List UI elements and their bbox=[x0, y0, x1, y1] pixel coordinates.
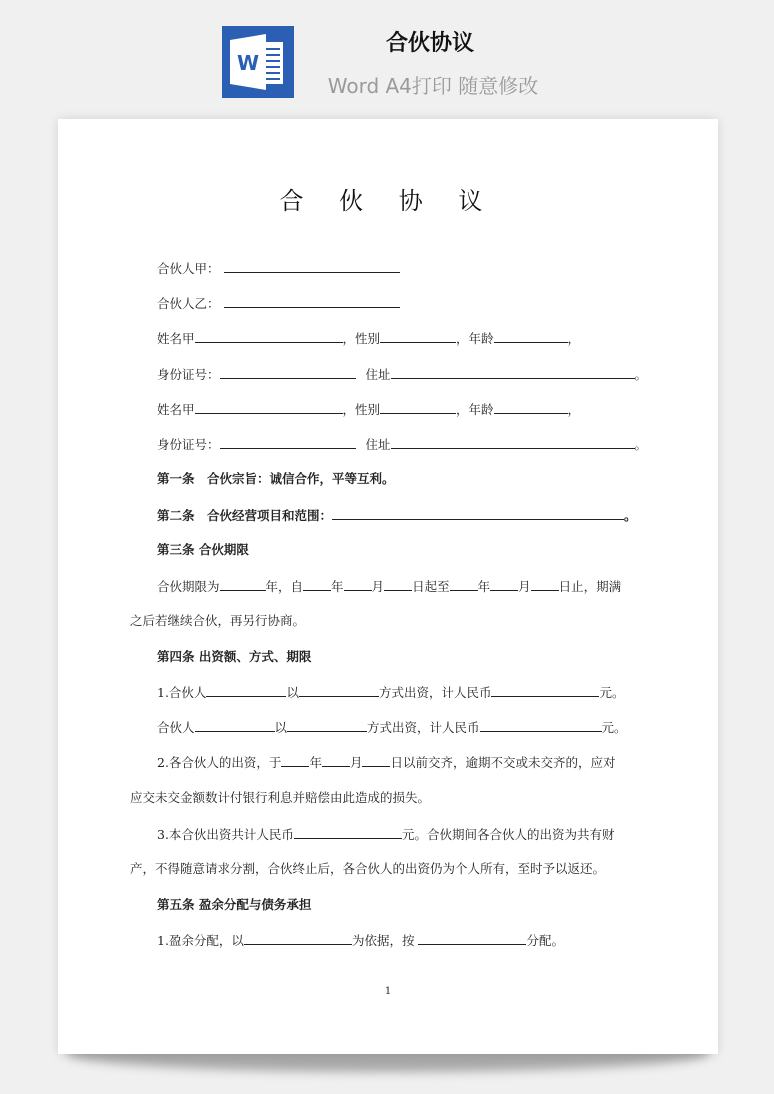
header-subtitle: Word A4打印 随意修改 bbox=[327, 74, 539, 98]
day-blank[interactable] bbox=[362, 753, 390, 767]
partner-a-label: 合伙人甲： bbox=[157, 261, 220, 276]
clause-text: 2.各合伙人的出资，于 bbox=[157, 755, 282, 770]
document-title: 合 伙 协 议 bbox=[279, 187, 497, 215]
scope-blank[interactable] bbox=[332, 506, 624, 520]
clause-text: 为依据，按 bbox=[351, 933, 415, 948]
partner-b-line bbox=[157, 294, 400, 312]
id-blank[interactable] bbox=[220, 365, 356, 379]
age-blank[interactable] bbox=[494, 400, 568, 414]
partner-a-line bbox=[157, 259, 400, 277]
article-3: 第三条 合伙期限 bbox=[157, 542, 249, 557]
gender-label: ，性别 bbox=[342, 402, 381, 417]
name-label: 姓名甲 bbox=[157, 331, 195, 346]
contribution-text: 以 bbox=[286, 685, 299, 700]
address-label: 住址 bbox=[365, 367, 391, 382]
contribution-text: 以 bbox=[274, 720, 288, 735]
start-month-blank[interactable] bbox=[344, 577, 372, 591]
word-icon-letter: W bbox=[236, 51, 260, 75]
term-text: 月 bbox=[371, 579, 385, 594]
amount-blank[interactable] bbox=[491, 683, 599, 697]
name-line-1 bbox=[157, 329, 580, 347]
article-4: 第四条 出资额、方式、期限 bbox=[157, 649, 312, 664]
clause-text: 元。合伙期间各合伙人的出资为共有财 bbox=[401, 827, 615, 842]
amount-blank[interactable] bbox=[480, 718, 602, 732]
term-text: 日起至 bbox=[412, 579, 450, 594]
id-blank[interactable] bbox=[220, 435, 356, 449]
name-blank[interactable] bbox=[195, 329, 343, 343]
partner-a-blank[interactable] bbox=[224, 259, 400, 273]
period: 。 bbox=[634, 437, 648, 452]
term-text: 年 bbox=[477, 579, 491, 594]
address-blank[interactable] bbox=[391, 435, 635, 449]
clause-text: 分配。 bbox=[526, 933, 564, 948]
age-label: ，年龄 bbox=[456, 331, 494, 346]
partner-blank[interactable] bbox=[206, 683, 286, 697]
contribution-text: 合伙人 bbox=[157, 720, 195, 735]
clause-2-continuation: 应交未交金额数计付银行利息并赔偿由此造成的损失。 bbox=[130, 790, 431, 805]
clause-3 bbox=[157, 825, 614, 843]
month-blank[interactable] bbox=[322, 753, 350, 767]
clause-text: 年 bbox=[309, 755, 322, 770]
clause-text: 日以前交齐，逾期不交或未交齐的，应对 bbox=[390, 755, 616, 770]
partner-b-blank[interactable] bbox=[224, 294, 400, 308]
contribution-text: 方式出资，计人民币 bbox=[378, 685, 492, 700]
partner-blank[interactable] bbox=[195, 718, 275, 732]
clause-2 bbox=[157, 753, 615, 771]
profit-clause-1 bbox=[157, 931, 564, 949]
method-blank[interactable] bbox=[299, 683, 379, 697]
page-number: 1 bbox=[384, 986, 392, 997]
clause-text: 3.本合伙出资共计人民币 bbox=[157, 827, 294, 842]
period: 。 bbox=[634, 367, 648, 382]
end-day-blank[interactable] bbox=[531, 577, 559, 591]
address-label: 住址 bbox=[365, 437, 391, 452]
term-text: 年 bbox=[331, 579, 344, 594]
gender-blank[interactable] bbox=[380, 400, 456, 414]
partner-b-label: 合伙人乙： bbox=[157, 296, 220, 311]
period: 。 bbox=[624, 508, 637, 523]
clause-text: 月 bbox=[349, 755, 363, 770]
id-label: 身份证号： bbox=[157, 437, 220, 452]
document-page bbox=[58, 119, 718, 1054]
clause-3-continuation: 产，不得随意请求分割，合伙终止后，各合伙人的出资仍为个人所有，至时予以返还。 bbox=[130, 861, 606, 876]
age-label: ，年龄 bbox=[456, 402, 494, 417]
gender-label: ，性别 bbox=[342, 331, 381, 346]
start-year-blank[interactable] bbox=[303, 577, 331, 591]
header-title: 合伙协议 bbox=[385, 31, 474, 56]
address-blank[interactable] bbox=[391, 365, 635, 379]
comma: ， bbox=[567, 402, 581, 417]
name-label: 姓名甲 bbox=[157, 402, 195, 417]
total-amount-blank[interactable] bbox=[294, 825, 402, 839]
word-document-icon bbox=[222, 26, 294, 98]
method-blank[interactable] bbox=[418, 931, 526, 945]
start-day-blank[interactable] bbox=[384, 577, 412, 591]
age-blank[interactable] bbox=[494, 329, 568, 343]
term-text: 年，自 bbox=[265, 579, 304, 594]
end-year-blank[interactable] bbox=[450, 577, 478, 591]
end-month-blank[interactable] bbox=[490, 577, 518, 591]
contribution-text: 元。 bbox=[601, 720, 627, 735]
method-blank[interactable] bbox=[287, 718, 367, 732]
name-line-2 bbox=[157, 400, 580, 418]
article-2: 第二条 合伙经营项目和范围： bbox=[157, 508, 333, 523]
term-years-blank[interactable] bbox=[220, 577, 266, 591]
id-label: 身份证号： bbox=[157, 367, 220, 382]
term-continuation: 之后若继续合伙，再另行协商。 bbox=[130, 613, 306, 628]
contribution-text: 1.合伙人 bbox=[157, 685, 207, 700]
term-line bbox=[157, 577, 621, 595]
contribution-2 bbox=[157, 718, 627, 736]
article-2-line bbox=[157, 506, 637, 524]
article-5: 第五条 盈余分配与债务承担 bbox=[157, 897, 312, 912]
clause-text: 1.盈余分配，以 bbox=[157, 933, 244, 948]
comma: ， bbox=[567, 331, 581, 346]
gender-blank[interactable] bbox=[380, 329, 456, 343]
term-text: 合伙期限为 bbox=[157, 579, 220, 594]
basis-blank[interactable] bbox=[244, 931, 352, 945]
name-blank[interactable] bbox=[195, 400, 343, 414]
term-text: 月 bbox=[518, 579, 531, 594]
contribution-1 bbox=[157, 683, 624, 701]
contribution-text: 方式出资，计人民币 bbox=[367, 720, 480, 735]
contribution-text: 元。 bbox=[599, 685, 625, 700]
term-text: 日止，期满 bbox=[558, 579, 622, 594]
article-1: 第一条 合伙宗旨：诚信合作，平等互利。 bbox=[157, 471, 395, 486]
id-line-1 bbox=[157, 365, 647, 383]
year-blank[interactable] bbox=[281, 753, 309, 767]
id-line-2 bbox=[157, 435, 647, 453]
